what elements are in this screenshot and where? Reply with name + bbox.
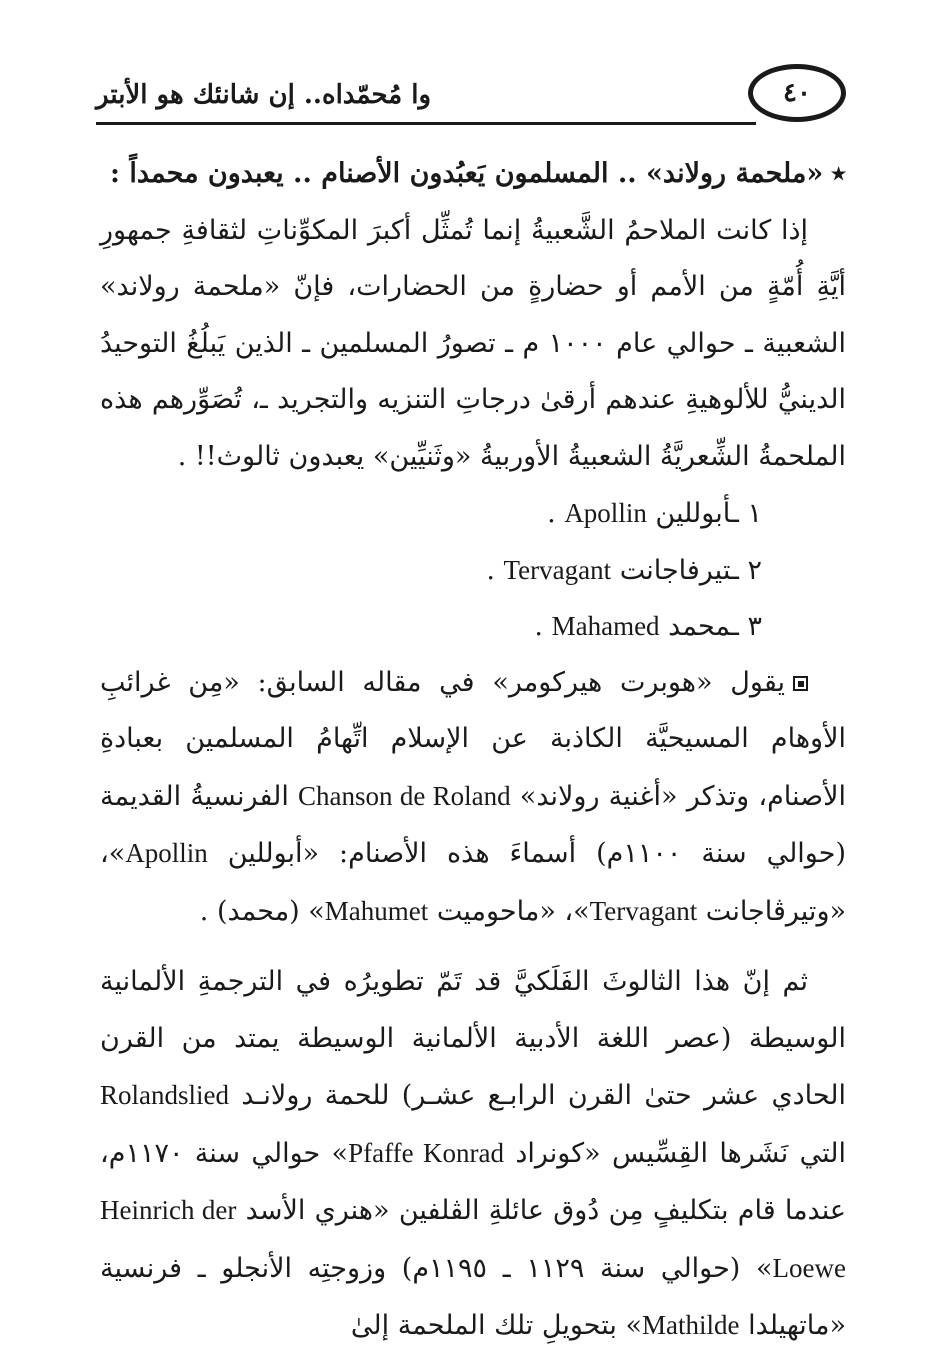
section-heading-text: «ملحمة رولاند» .. المسلمون يَعبُدون الأصنام .. يعبدون محمداً : [109,158,824,189]
running-title: وا مُحمّداه.. إن شانئك هو الأبتر [96,80,432,110]
list-item: ٢ ـتيرفاجانت Tervagant . [486,554,762,586]
paragraph-3: ثم إنّ هذا الثالوثَ الفَلَكيَّ قد تَمّ تطويرُه في الترجمةِ الألمانية الوسيطة (عصر اللغة الأدبية الألمانية الوسيطة يمتد من القرن الحادي عشر حتىٰ القرن الرابـع عشـر) للحمة رولانـد Rolandslied التي نَشَرها القِسِّيس «كونراد Pfaffe Konrad» حوالي سنة ١١٧٠م، عندما قام بتكليفٍ مِن دُوق عائلةِ الڤلفين «هنري الأسد Heinrich der Loewe» (حوالي سنة ١١٢٩ ـ ١١٩٥م) وزوجتِه الأنجلو ـ فرنسية «ماتهيلدا Mathilde» بتحويلِ تلك الملحمة إلىٰ [100,966,847,1341]
header-divider [96,122,756,125]
paragraph-spacer [100,940,846,954]
page-number [748,64,846,122]
page-number-text: ٤٠ [783,78,811,108]
paragraph-1: إذا كانت الملاحمُ الشَّعبيةُ إنما تُمثِّل أكبرَ المكوِّناتِ لثقافةِ جمهورِ أيَّةِ أُمّةٍ من الأمم أو حضارةٍ من الحضارات، فإنّ «ملحمة رولاند» الشعبية ـ حوالي عام ١٠٠٠ م ـ تصورُ المسلمين ـ الذين يَبلُغُ التوحيدُ الدينيُّ للألوهيةِ عندهم أرقىٰ درجاتِ التنزيه والتجريد ـ، تُصَوِّرهم هذه الملحمةُ الشِّعريَّةُ الشعبيةُ الأوربيةُ «وثَنيِّين» يعبدون ثالوث!! . [100,214,846,472]
page-header [96,62,846,132]
page-body [100,146,846,1355]
paragraph-2: يقول «هوبرت هيركومر» في مقاله السابق: «مِن غرائبِ الأوهام المسيحيَّة الكاذبة عن الإسلام اتِّهامُ المسلمين بعبادةِ الأصنام، وتذكر «أغنية رولاند» Chanson de Roland الفرنسيةُ القديمة (حوالي سنة ١١٠٠م) أسماءَ هذه الأصنام: «أبوللين Apollin»، «وتيرڤاجانت Tervagant»، «ماحوميت Mahumet» (محمد) . [100,666,846,927]
square-bullet-icon [793,676,808,691]
list-item: ٣ ـمحمد Mahamed . [534,611,762,642]
section-heading [100,146,846,203]
idol-list [100,485,846,655]
list-item: ١ ـأبوللين Apollin . [547,498,762,529]
star-bullet-icon: ٭ [831,158,846,189]
